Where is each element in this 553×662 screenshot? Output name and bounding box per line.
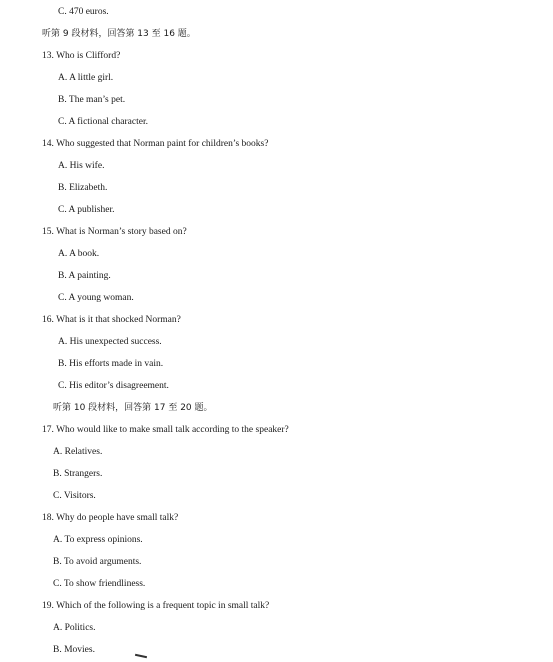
section-instruction-10: 听第 10 段材料，回答第 17 至 20 题。 [53,403,213,413]
question-17: 17. Who would like to make small talk according to the speaker? [42,425,289,435]
option-b-15: B. A painting. [58,271,111,281]
option-b-17: B. Strangers. [53,469,103,479]
pen-stroke-mark [135,654,147,658]
option-b-13: B. The man’s pet. [58,95,126,105]
option-c-12: C. 470 euros. [58,7,109,17]
option-a-15: A. A book. [58,249,100,259]
option-c-13: C. A fictional character. [58,117,148,127]
option-c-16: C. His editor’s disagreement. [58,381,169,391]
section-instruction-9: 听第 9 段材料，回答第 13 至 16 题。 [42,29,196,39]
question-19: 19. Which of the following is a frequent topic in small talk? [42,601,270,611]
option-c-17: C. Visitors. [53,491,96,501]
option-b-19: B. Movies. [53,645,95,655]
option-a-17: A. Relatives. [53,447,103,457]
option-c-18: C. To show friendliness. [53,579,146,589]
option-c-14: C. A publisher. [58,205,115,215]
option-b-14: B. Elizabeth. [58,183,108,193]
option-a-13: A. A little girl. [58,73,114,83]
option-a-18: A. To express opinions. [53,535,143,545]
question-15: 15. What is Norman’s story based on? [42,227,187,237]
option-a-14: A. His wife. [58,161,105,171]
option-c-15: C. A young woman. [58,293,134,303]
question-18: 18. Why do people have small talk? [42,513,179,523]
question-13: 13. Who is Clifford? [42,51,121,61]
option-a-19: A. Politics. [53,623,96,633]
option-a-16: A. His unexpected success. [58,337,162,347]
option-b-16: B. His efforts made in vain. [58,359,164,369]
option-b-18: B. To avoid arguments. [53,557,142,567]
question-16: 16. What is it that shocked Norman? [42,315,181,325]
question-14: 14. Who suggested that Norman paint for children’s books? [42,139,269,149]
